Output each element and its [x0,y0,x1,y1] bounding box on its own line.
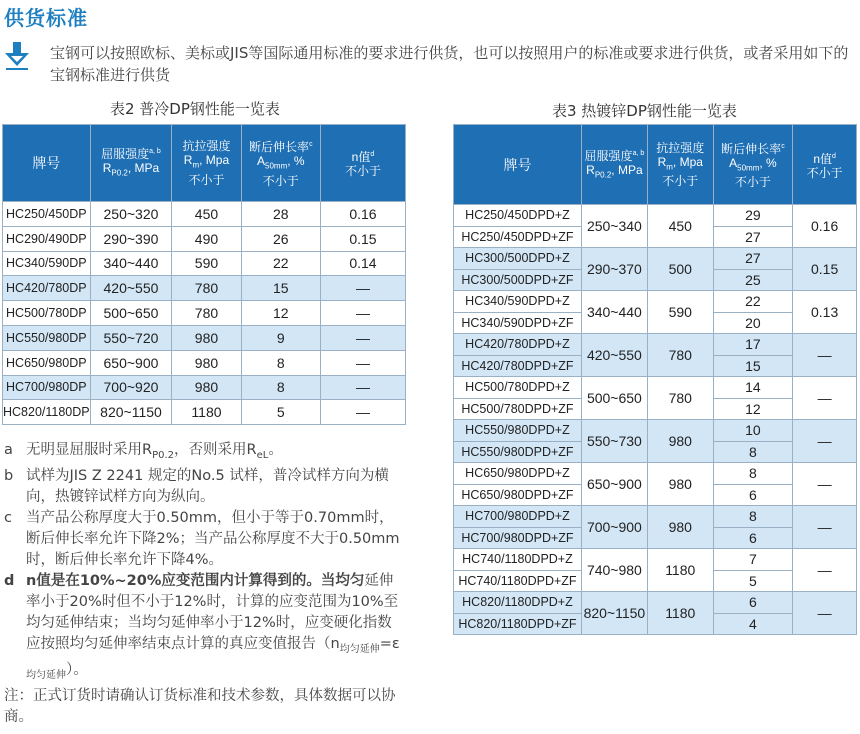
cell-yield: 340~440 [581,291,647,334]
cell-grade: HC300/500DPD+ZF [454,269,582,291]
cell-n: — [320,276,405,301]
cell-elong: 20 [713,312,793,334]
cell-yield: 420~550 [90,276,172,301]
cell-n: — [320,350,405,375]
cell-tensile: 450 [647,205,713,248]
cell-tensile: 780 [647,334,713,377]
galvanized-dp-table [453,124,857,635]
intro-text: 宝钢可以按照欧标、美标或JIS等国际通用标准的要求进行供货，也可以按照用户的标准或要求进行供货，或者采用如下的宝钢标准进行供货 [50,44,849,84]
cell-grade: HC340/590DP [3,251,91,276]
cell-tensile: 590 [172,251,241,276]
cell-grade: HC500/780DPD+ZF [454,398,582,420]
cell-n: — [320,375,405,400]
table-row [3,202,406,227]
cell-yield: 550~720 [90,325,172,350]
cell-elong: 8 [241,350,320,375]
cell-grade: HC820/1180DPD+ZF [454,613,582,635]
table-row [3,325,406,350]
header-yield: 屈服强度$^{a, b}$ $R_{P0.2}$, MPa [90,125,172,202]
cell-tensile: 980 [172,350,241,375]
table-row [454,334,857,356]
cell-tensile: 980 [172,375,241,400]
cell-tensile: 1180 [172,400,241,425]
cell-yield: 550~730 [581,420,647,463]
cell-elong: 15 [241,276,320,301]
cell-n: — [793,506,857,549]
cell-elong: 4 [713,613,793,635]
cell-grade: HC650/980DPD+ZF [454,484,582,506]
cell-yield: 650~900 [90,350,172,375]
cell-yield: 650~900 [581,463,647,506]
cell-n: — [320,400,405,425]
table-row [454,549,857,571]
header-grade: 牌号 [3,125,91,202]
table2-caption: 表2 普冷DP钢性能一览表 [110,100,280,118]
cell-n: 0.16 [793,205,857,248]
cell-yield: 340~440 [90,251,172,276]
cell-elong: 29 [713,205,793,227]
cell-n: 0.14 [320,251,405,276]
cell-grade: HC300/500DPD+Z [454,248,582,270]
cell-elong: 5 [241,400,320,425]
header-tensile: 抗拉强度 $R_m$, Mpa 不小于 [172,125,241,202]
cell-elong: 12 [713,398,793,420]
cell-grade: HC550/980DP [3,325,91,350]
cell-elong: 27 [713,248,793,270]
note-c: c 当产品公称厚度大于0.50mm，但小于等于0.70mm时，断后伸长率允许下降2%；当产品公称厚度不大于0.50mm时，断后伸长率允许下降4%。 [4,509,400,568]
cell-elong: 27 [713,226,793,248]
cell-tensile: 450 [172,202,241,227]
footnotes [4,440,406,728]
cell-grade: HC550/980DPD+Z [454,420,582,442]
header-yield: 屈服强度$^{a, b}$ $R_{P0.2}$, MPa [581,125,647,205]
cell-yield: 420~550 [581,334,647,377]
cell-n: 0.16 [320,202,405,227]
cell-grade: HC500/780DP [3,301,91,326]
cell-yield: 740~980 [581,549,647,592]
cell-yield: 250~340 [581,205,647,248]
table-row [454,592,857,614]
cell-yield: 700~900 [581,506,647,549]
header-elongation: 断后伸长率$^c$ $A_{50mm}$, % 不小于 [241,125,320,202]
cell-elong: 22 [713,291,793,313]
cell-grade: HC420/780DPD+ZF [454,355,582,377]
cell-elong: 6 [713,527,793,549]
cell-tensile: 590 [647,291,713,334]
cell-n: 0.15 [793,248,857,291]
cell-tensile: 490 [172,226,241,251]
cell-elong: 17 [713,334,793,356]
header-tensile: 抗拉强度 $R_m$, Mpa 不小于 [647,125,713,205]
cell-elong: 26 [241,226,320,251]
cell-n: — [793,463,857,506]
header-grade: 牌号 [454,125,582,205]
cell-n: — [320,325,405,350]
table-row [3,375,406,400]
cell-yield: 700~920 [90,375,172,400]
cell-yield: 500~650 [90,301,172,326]
cell-elong: 8 [713,463,793,485]
cell-elong: 10 [713,420,793,442]
cell-yield: 820~1150 [581,592,647,635]
cell-tensile: 780 [172,301,241,326]
cell-tensile: 780 [647,377,713,420]
table-row [3,226,406,251]
table3-caption: 表3 热镀锌DP钢性能一览表 [552,102,737,120]
cell-grade: HC650/980DP [3,350,91,375]
cell-tensile: 1180 [647,592,713,635]
cell-n: 0.15 [320,226,405,251]
cell-elong: 8 [241,375,320,400]
cell-grade: HC420/780DP [3,276,91,301]
note-a: a 无明显屈服时采用$R_{P0.2}$，否则采用$R_{eL}$。 [4,442,283,461]
note-b: b 试样为JIS Z 2241 规定的No.5 试样，普冷试样方向为横向，热镀锌试样方向为纵向。 [4,467,389,505]
cell-n: — [793,334,857,377]
cell-grade: HC650/980DPD+Z [454,463,582,485]
header-n-value: n值$^d$ 不小于 [320,125,405,202]
cell-grade: HC550/980DPD+ZF [454,441,582,463]
cell-elong: 8 [713,441,793,463]
cell-grade: HC740/1180DPD+ZF [454,570,582,592]
cell-elong: 14 [713,377,793,399]
table-row [454,291,857,313]
cell-grade: HC420/780DPD+Z [454,334,582,356]
cell-tensile: 980 [647,420,713,463]
cell-n: — [320,301,405,326]
cell-elong: 12 [241,301,320,326]
cell-tensile: 980 [647,506,713,549]
cell-grade: HC740/1180DPD+Z [454,549,582,571]
table-row [454,205,857,227]
cell-elong: 8 [713,506,793,528]
cell-elong: 28 [241,202,320,227]
cell-yield: 250~320 [90,202,172,227]
cell-elong: 25 [713,269,793,291]
cell-elong: 22 [241,251,320,276]
cell-grade: HC290/490DP [3,226,91,251]
cell-n: — [793,377,857,420]
table-row [3,251,406,276]
table-row [3,400,406,425]
cell-yield: 290~370 [581,248,647,291]
cell-grade: HC250/450DPD+Z [454,205,582,227]
cell-n: — [793,592,857,635]
cell-tensile: 780 [172,276,241,301]
cell-grade: HC700/980DP [3,375,91,400]
cell-tensile: 500 [647,248,713,291]
cell-elong: 6 [713,592,793,614]
header-elongation: 断后伸长率$^c$ $A_{50mm}$, % 不小于 [713,125,793,205]
table-row [454,420,857,442]
cell-elong: 9 [241,325,320,350]
cell-tensile: 1180 [647,549,713,592]
cell-tensile: 980 [647,463,713,506]
cell-grade: HC340/590DPD+ZF [454,312,582,334]
table-row [454,463,857,485]
cell-tensile: 980 [172,325,241,350]
cell-grade: HC500/780DPD+Z [454,377,582,399]
cell-yield: 500~650 [581,377,647,420]
note-d: d n值是在10%~20%应变范围内计算得到的。当均匀延伸率小于20%时但不小于12%时，计算的应变范围为10%至均匀延伸结束；当均匀延伸率小于12%时，应变硬化指数应按照均匀延伸率结束点计算的真应变值报告$(n_{均匀延伸}=\varepsilon_{均匀延伸})$。 [4,572,400,681]
cell-grade: HC340/590DPD+Z [454,291,582,313]
cell-grade: HC700/980DPD+Z [454,506,582,528]
table-row [454,248,857,270]
cell-n: 0.13 [793,291,857,334]
cell-elong: 15 [713,355,793,377]
footer-note: 注：正式订货时请确认订货标准和技术参数，具体数据可以协商。 [4,687,396,725]
cell-grade: HC250/450DPD+ZF [454,226,582,248]
cell-elong: 5 [713,570,793,592]
cold-rolled-dp-table [2,124,406,425]
down-arrow-icon [4,42,30,70]
header-n-value: n值$^d$ 不小于 [793,125,857,205]
table-row [3,350,406,375]
cell-yield: 290~390 [90,226,172,251]
cell-n: — [793,420,857,463]
cell-grade: HC820/1180DPD+Z [454,592,582,614]
cell-yield: 820~1150 [90,400,172,425]
page-title: 供货标准 [4,6,88,30]
cell-grade: HC820/1180DP [3,400,91,425]
table-row [454,377,857,399]
cell-grade: HC700/980DPD+ZF [454,527,582,549]
cell-grade: HC250/450DP [3,202,91,227]
table-row [454,506,857,528]
cell-elong: 7 [713,549,793,571]
table-row [3,276,406,301]
cell-elong: 6 [713,484,793,506]
cell-n: — [793,549,857,592]
table-row [3,301,406,326]
